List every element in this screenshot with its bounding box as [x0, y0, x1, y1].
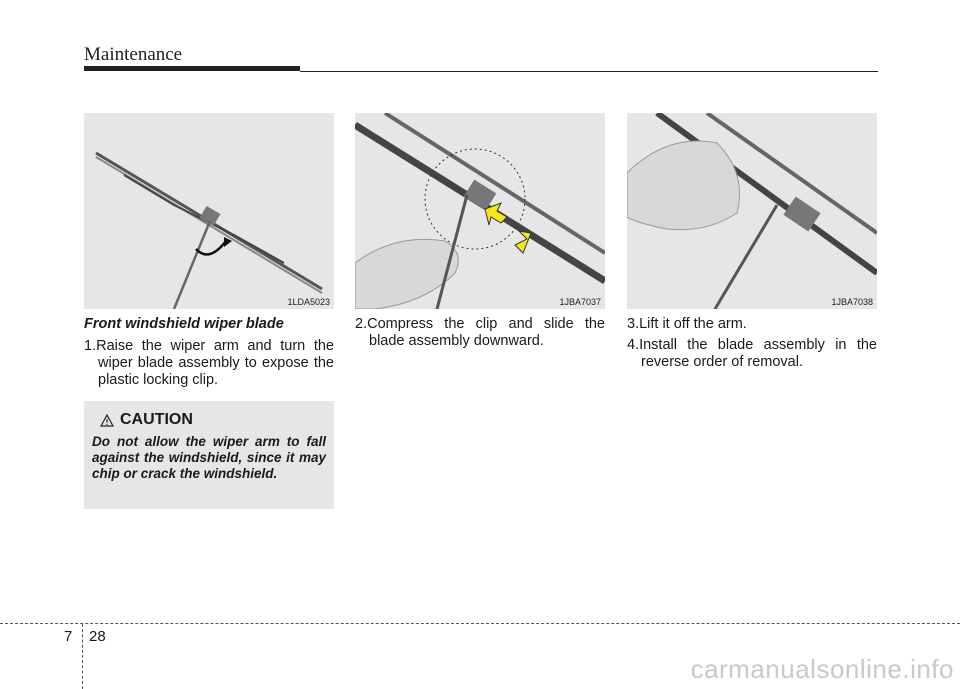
column-2	[355, 316, 605, 354]
page-number: 28	[89, 628, 106, 645]
figure-code: 1LDA5023	[287, 297, 330, 307]
page-chapter: 7	[64, 628, 73, 645]
wiper-raised-illustration	[84, 113, 334, 309]
lift-off-illustration	[627, 113, 877, 309]
watermark: carmanualsonline.info	[690, 654, 954, 684]
figure-compress-clip	[355, 113, 605, 309]
caution-body: Do not allow the wiper arm to fall against the windshield, since it may chip or crack the windshield.	[92, 434, 326, 481]
footer-divider	[0, 623, 960, 624]
footer-vertical-divider	[82, 624, 83, 689]
section-subtitle: Front windshield wiper blade	[84, 316, 284, 332]
header-bar	[84, 66, 300, 71]
compress-clip-illustration	[355, 113, 605, 309]
caution-header	[100, 411, 193, 429]
header-title: Maintenance	[84, 44, 183, 65]
figure-code: 1JBA7038	[831, 297, 873, 307]
step-1: 1.Raise the wiper arm and turn the wiper blade assembly to expose the plastic locking clip.	[84, 338, 334, 388]
column-1	[84, 316, 334, 393]
step-2: 2.Compress the clip and slide the blade assembly downward.	[355, 316, 605, 349]
figure-code: 1JBA7037	[559, 297, 601, 307]
warning-icon	[100, 414, 114, 427]
figure-wiper-raised	[84, 113, 334, 309]
step-3: 3.Lift it off the arm.	[627, 316, 747, 332]
step-4: 4.Install the blade assembly in the reverse order of removal.	[627, 337, 877, 370]
figure-lift-off	[627, 113, 877, 309]
caution-box	[84, 401, 334, 509]
header-line	[300, 71, 878, 72]
column-3	[627, 316, 877, 375]
caution-title: CAUTION	[120, 411, 193, 428]
